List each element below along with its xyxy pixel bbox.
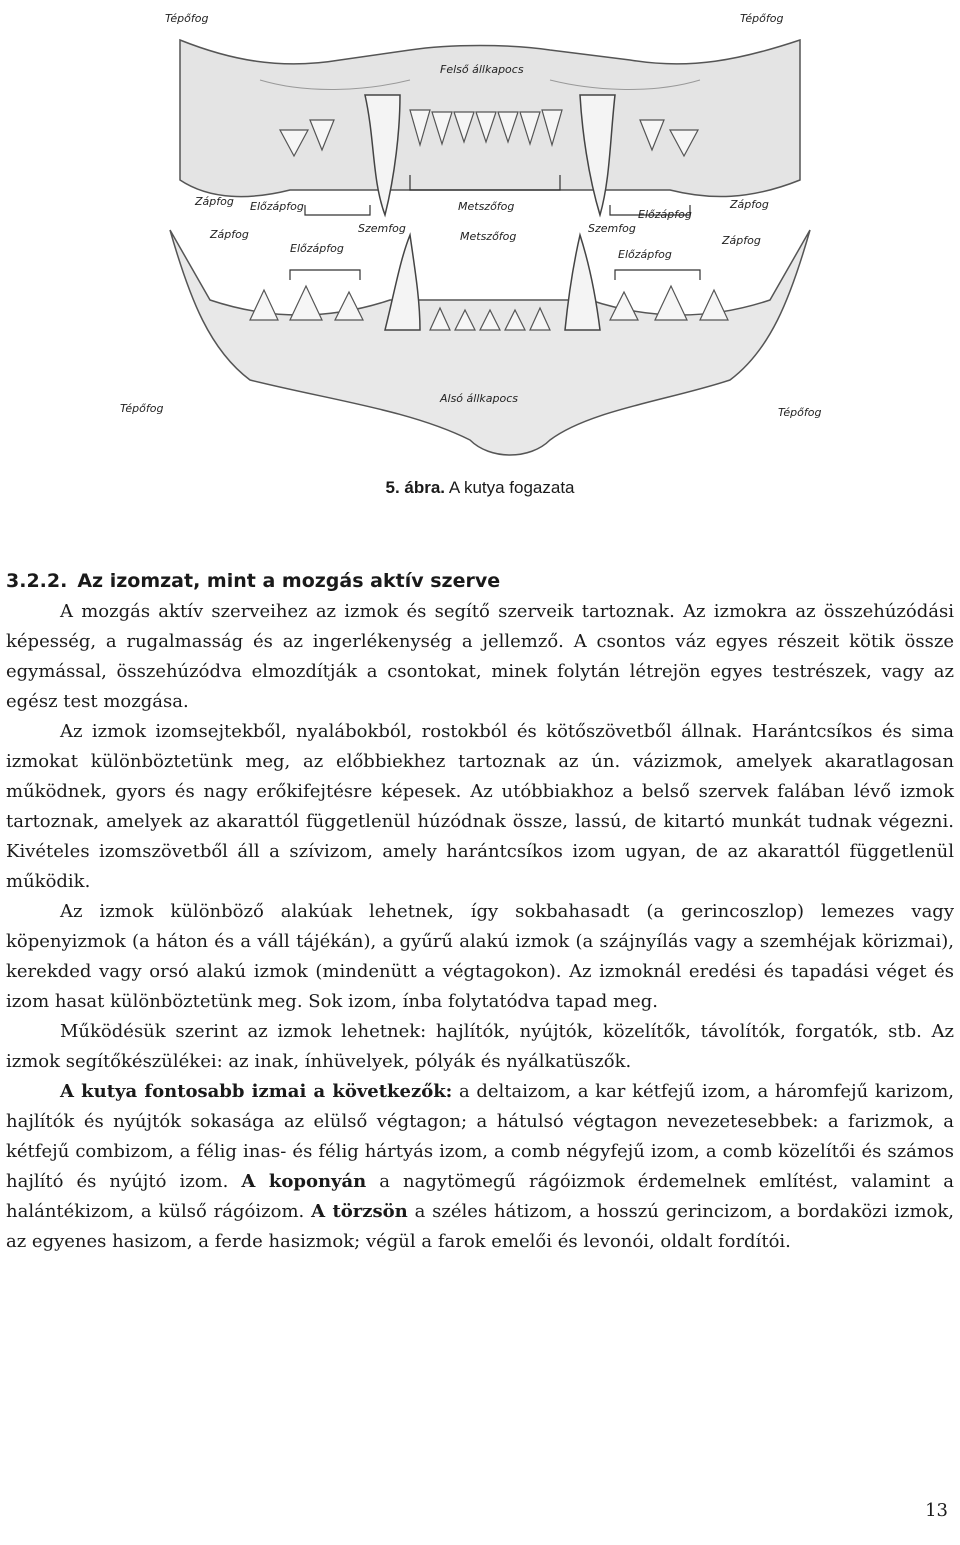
figure-caption-text: A kutya fogazata: [445, 478, 575, 497]
paragraph-4: Működésük szerint az izmok lehetnek: hajlítók, nyújtók, közelítők, távolítók, forgatók, stb. Az izmok segítőkészülékei: az inak, ínhüvelyek, pólyák és nyálkatüszők.: [6, 1021, 954, 1072]
section-title: Az izomzat, mint a mozgás aktív szerve: [77, 570, 501, 592]
body-text: [6, 597, 954, 1257]
figure-caption: [0, 478, 960, 498]
label-elozapfog-3: Előzápfog: [290, 242, 344, 255]
paragraph-1: A mozgás aktív szerveihez az izmok és segítő szerveik tartoznak. Az izmokra az összehúzódási képesség, a rugalmasság és az ingerlékenység a jellemző. A csontos váz egyes részeit kötik össze egymással, összehúzódva elmozdítják a csontokat, minek folytán létrejön egyes testrészek, vagy az egész test mozgása.: [6, 601, 954, 712]
paragraph-5-text-3: a széles hátizom, a hosszú gerincizom, a bordaközi izmok, az egyenes hasizom, a ferde hasizmok; végül a farok emelői és levonói, oldalt fordítói.: [6, 1201, 955, 1252]
label-tepofog-lower-left: Tépőfog: [120, 402, 164, 415]
label-zapfog-3: Zápfog: [210, 228, 249, 241]
label-also-allkapocs: Alsó állkapocs: [440, 392, 518, 405]
page-number: 13: [925, 1500, 948, 1521]
label-elozapfog-1: Előzápfog: [250, 200, 304, 213]
label-felso-allkapocs: Felső állkapocs: [440, 63, 524, 76]
figure-number: 5. ábra.: [385, 478, 446, 497]
section-number: 3.2.2.: [6, 570, 68, 592]
label-szemfog-1: Szemfog: [358, 222, 406, 235]
bold-phrase-3: A törzsön: [311, 1201, 408, 1222]
label-metszofog-2: Metszőfog: [460, 230, 517, 243]
dog-teeth-illustration: [110, 0, 850, 470]
label-zapfog-2: Zápfog: [730, 198, 769, 211]
label-metszofog-1: Metszőfog: [458, 200, 515, 213]
label-tepofog-upper-left: Tépőfog: [165, 12, 209, 25]
label-zapfog-4: Zápfog: [722, 234, 761, 247]
dog-skull-drawing: [110, 0, 850, 470]
paragraph-5-text-1: a deltaizom, a kar kétfejű izom, a háromfejű karizom, hajlítók és nyújtók sokasága az elülső végtagon; a hátulsó végtagon nevezetesebbek: a farizmok, a kétfejű combizom, a félig inas- és félig hártyás izom, a comb négyfejű izom, a comb közelítői és számos hajlító és nyújtó izom.: [6, 1081, 954, 1192]
paragraph-5-text-2: a nagytömegű rágóizmok érdemelnek említést, valamint a halántékizom, a külső rágóizom.: [6, 1171, 954, 1222]
label-tepofog-lower-right: Tépőfog: [778, 406, 822, 419]
paragraph-3: Az izmok különböző alakúak lehetnek, így sokbahasadt (a gerincoszlop) lemezes vagy köpenyizmok (a háton és a váll tájékán), a gyűrű alakú izmok (a szájnyílás vagy a szemhéjak körizmai), kerekded vagy orsó alakú izmok (mindenütt a végtagokon). Az izmoknál eredési és tapadási véget és izom hasat különböztetünk meg. Sok izom, ínba folytatódva tapad meg.: [6, 901, 954, 1012]
label-zapfog-1: Zápfog: [195, 195, 234, 208]
paragraph-2: Az izmok izomsejtekből, nyalábokból, rostokból és kötőszövetből állnak. Harántcsíkos és sima izmokat különböztetünk meg, az előbbiekhez tartoznak az ún. vázizmok, amelyek akaratlagosan működnek, gyors és nagy erőkifejtésre képesek. Az utóbbiakhoz a belső szervek falában lévő izmok tartoznak, amelyek az akarattól függetlenül húzódnak össze, lassú, de kitartó munkát tudnak végezni. Kivételes izomszövetből áll a szívizom, amely harántcsíkos izom ugyan, de az akarattól függetlenül működik.: [6, 721, 954, 892]
label-szemfog-2: Szemfog: [588, 222, 636, 235]
label-elozapfog-2: Előzápfog: [638, 208, 692, 221]
label-elozapfog-4: Előzápfog: [618, 248, 672, 261]
bold-phrase-2: A koponyán: [241, 1171, 367, 1192]
label-tepofog-upper-right: Tépőfog: [740, 12, 784, 25]
section-heading: [6, 570, 500, 592]
bold-phrase-1: A kutya fontosabb izmai a következők:: [60, 1081, 453, 1102]
paragraph-5: [6, 1077, 954, 1257]
